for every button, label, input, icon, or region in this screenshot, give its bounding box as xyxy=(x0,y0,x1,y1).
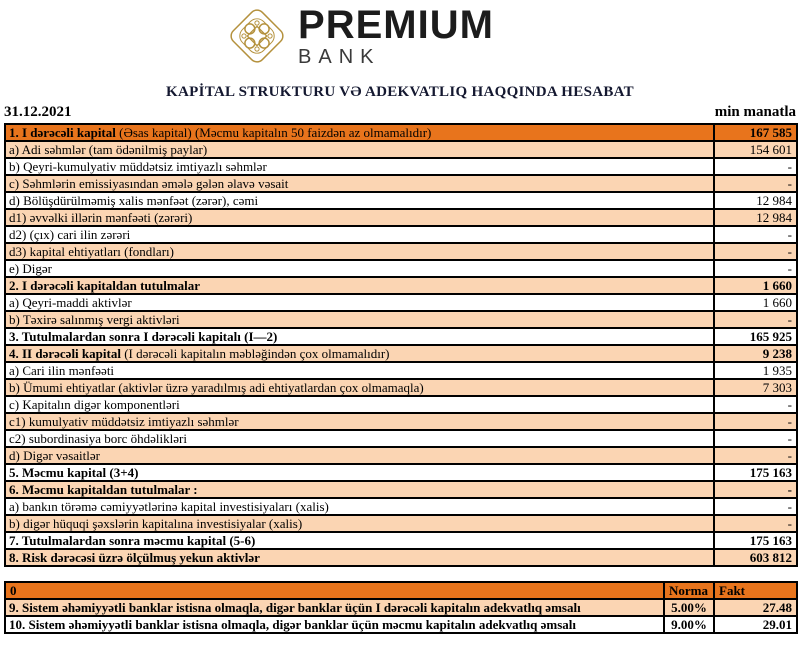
row-value: 175 163 xyxy=(714,464,797,481)
row-label: c1) kumulyativ müddətsiz imtiyazlı səhmlər xyxy=(5,413,714,430)
row-value: - xyxy=(714,413,797,430)
row-label: b) digər hüquqi şəxslərin kapitalına investisiyalar (xalis) xyxy=(5,515,714,532)
row-label: e) Digər xyxy=(5,260,714,277)
report-title: KAPİTAL STRUKTURU VƏ ADEKVATLIQ HAQQINDA HESABAT xyxy=(166,84,634,100)
row-label: 3. Tutulmalardan sonra I dərəcəli kapitalı (I—2) xyxy=(5,328,714,345)
row-value: - xyxy=(714,260,797,277)
adequacy-table-row xyxy=(5,599,797,616)
row-value: 12 984 xyxy=(714,192,797,209)
adequacy-ratio-table xyxy=(4,581,798,634)
capital-table-row xyxy=(5,328,797,345)
premium-bank-logo xyxy=(0,0,760,68)
capital-table-row xyxy=(5,515,797,532)
capital-table-row xyxy=(5,532,797,549)
adequacy-header-row xyxy=(5,582,797,599)
row-label: a) Qeyri-maddi aktivlər xyxy=(5,294,714,311)
row-label: b) Qeyri-kumulyativ müddətsiz imtiyazlı səhmlər xyxy=(5,158,714,175)
row-value: - xyxy=(714,515,797,532)
row-label: 2. I dərəcəli kapitaldan tutulmalar xyxy=(5,277,714,294)
capital-table-row xyxy=(5,243,797,260)
capital-table-row xyxy=(5,175,797,192)
capital-table-row xyxy=(5,345,797,362)
row-value: 1 935 xyxy=(714,362,797,379)
premium-bank-emblem-icon xyxy=(226,5,288,67)
capital-table-row xyxy=(5,124,797,141)
row-label: d2) (çıx) cari ilin zərəri xyxy=(5,226,714,243)
row-value: - xyxy=(714,498,797,515)
row-value: 1 660 xyxy=(714,277,797,294)
row-value: 1 660 xyxy=(714,294,797,311)
row-label: 10. Sistem əhəmiyyətli banklar istisna olmaqla, digər banklar üçün məcmu kapitalın adekvatlıq əmsalı xyxy=(5,616,664,633)
capital-table-row xyxy=(5,294,797,311)
row-value: - xyxy=(714,243,797,260)
row-norma-value: 9.00% xyxy=(664,616,714,633)
adequacy-table-body xyxy=(5,599,797,633)
capital-table-row xyxy=(5,226,797,243)
row-label: a) Adi səhmlər (tam ödənilmiş paylar) xyxy=(5,141,714,158)
adequacy-header-zero: 0 xyxy=(5,582,664,599)
row-label: 5. Məcmu kapital (3+4) xyxy=(5,464,714,481)
row-value: 175 163 xyxy=(714,532,797,549)
row-value: 12 984 xyxy=(714,209,797,226)
row-label: 7. Tutulmalardan sonra məcmu kapital (5-6) xyxy=(5,532,714,549)
adequacy-table-row xyxy=(5,616,797,633)
row-value: - xyxy=(714,226,797,243)
row-label: a) bankın törəmə cəmiyyətlərinə kapital investisiyaları (xalis) xyxy=(5,498,714,515)
row-value: 165 925 xyxy=(714,328,797,345)
capital-table-row xyxy=(5,396,797,413)
unit-label: min manatla xyxy=(714,104,796,120)
row-label: d1) əvvəlki illərin mənfəəti (zərəri) xyxy=(5,209,714,226)
row-value: - xyxy=(714,311,797,328)
capital-table-row xyxy=(5,141,797,158)
capital-table-row xyxy=(5,447,797,464)
row-value: 167 585 xyxy=(714,124,797,141)
row-value: - xyxy=(714,447,797,464)
capital-table-row xyxy=(5,430,797,447)
logo-text xyxy=(298,5,494,67)
row-value: - xyxy=(714,175,797,192)
row-value: - xyxy=(714,396,797,413)
row-value: 9 238 xyxy=(714,345,797,362)
row-label: b) Təxirə salınmış vergi aktivləri xyxy=(5,311,714,328)
row-label: 6. Məcmu kapitaldan tutulmalar : xyxy=(5,481,714,498)
capital-table-row xyxy=(5,311,797,328)
row-label: 4. II dərəcəli kapital (I dərəcəli kapitalın məbləğindən çox olmamalıdır) xyxy=(5,345,714,362)
capital-table-row xyxy=(5,362,797,379)
report-meta-row xyxy=(0,104,800,121)
logo-brand-text: PREMIUM xyxy=(298,3,494,47)
capital-table-row xyxy=(5,413,797,430)
row-label: a) Cari ilin mənfəəti xyxy=(5,362,714,379)
row-value: - xyxy=(714,430,797,447)
row-label: c2) subordinasiya borc öhdəlikləri xyxy=(5,430,714,447)
row-label: b) Ümumi ehtiyatlar (aktivlər üzrə yaradılmış adi ehtiyatlardan çox olmamaqla) xyxy=(5,379,714,396)
row-label: 9. Sistem əhəmiyyətli banklar istisna olmaqla, digər banklar üçün I dərəcəli kapitalın adekvatlıq əmsalı xyxy=(5,599,664,616)
row-label: 1. I dərəcəli kapital (Əsas kapital) (Məcmu kapitalın 50 faizdən az olmamalıdır) xyxy=(5,124,714,141)
row-value: 603 812 xyxy=(714,549,797,566)
capital-table-row xyxy=(5,260,797,277)
capital-table-row xyxy=(5,498,797,515)
row-label: d3) kapital ehtiyatları (fondları) xyxy=(5,243,714,260)
capital-table-row xyxy=(5,379,797,396)
capital-table-row xyxy=(5,481,797,498)
capital-table-row xyxy=(5,158,797,175)
row-label: 8. Risk dərəcəsi üzrə ölçülmuş yekun aktivlər xyxy=(5,549,714,566)
capital-table-row xyxy=(5,209,797,226)
row-value: 154 601 xyxy=(714,141,797,158)
row-label: d) Bölüşdürülməmiş xalis mənfəət (zərər), cəmi xyxy=(5,192,714,209)
capital-table-row xyxy=(5,192,797,209)
row-label: c) Səhmlərin emissiyasından əmələ gələn əlavə vəsait xyxy=(5,175,714,192)
capital-structure-table xyxy=(4,123,798,567)
capital-table-body xyxy=(5,124,797,566)
row-label: d) Digər vəsaitlər xyxy=(5,447,714,464)
row-value: 7 303 xyxy=(714,379,797,396)
row-value: - xyxy=(714,158,797,175)
row-fakt-value: 29.01 xyxy=(714,616,797,633)
capital-table-row xyxy=(5,277,797,294)
row-value: - xyxy=(714,481,797,498)
report-date: 31.12.2021 xyxy=(4,104,72,120)
capital-table-row xyxy=(5,464,797,481)
adequacy-header-fakt: Fakt xyxy=(714,582,797,599)
row-fakt-value: 27.48 xyxy=(714,599,797,616)
row-norma-value: 5.00% xyxy=(664,599,714,616)
adequacy-header-norma: Norma xyxy=(664,582,714,599)
row-label: c) Kapitalın digər komponentləri xyxy=(5,396,714,413)
capital-table-row xyxy=(5,549,797,566)
logo-sub-text: BANK xyxy=(298,46,381,68)
